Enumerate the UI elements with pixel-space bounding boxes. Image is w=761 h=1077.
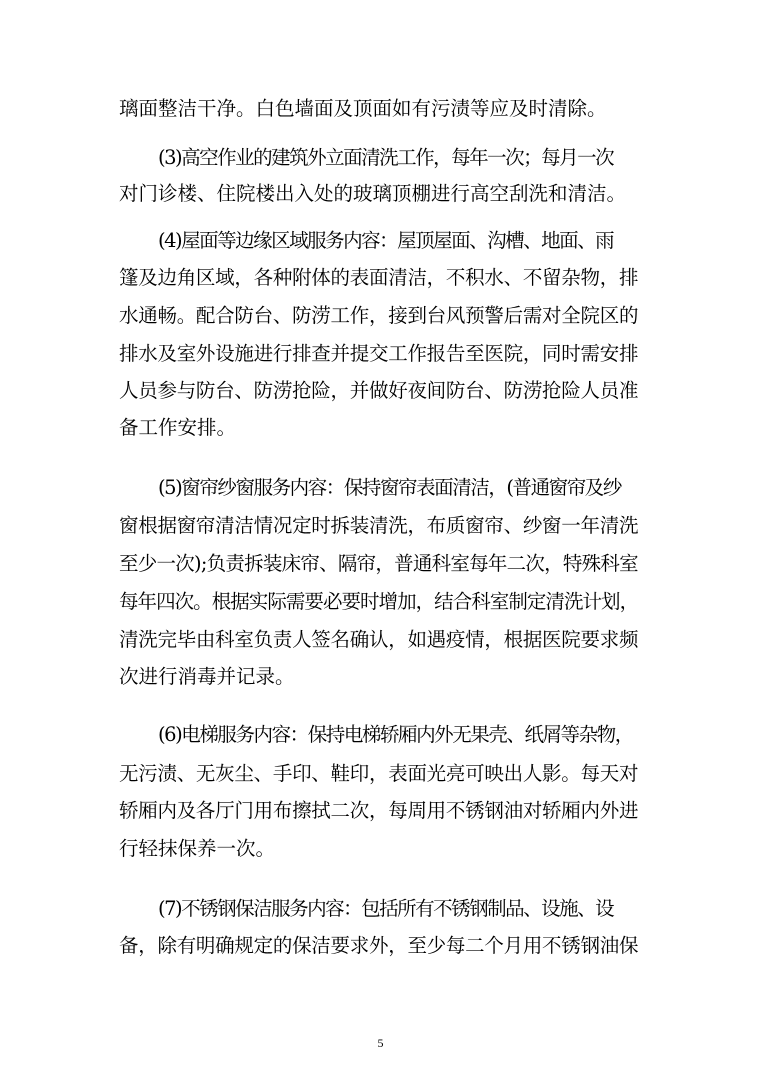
text-line: 每年四次。根据实际需要必要时增加，结合科室制定清洗计划， xyxy=(119,590,639,613)
text-line: 窗根据窗帘清洁情况定时拆装清洗，布质窗帘、纱窗一年清洗 xyxy=(119,514,639,537)
text-line: 清洗完毕由科室负责人签名确认，如遇疫情，根据医院要求频 xyxy=(119,628,639,651)
text-line: (3)高空作业的建筑外立面清洗工作，每年一次；每月一次 xyxy=(158,146,614,169)
text-line: 篷及边角区域，各种附体的表面清洁，不积水、不留杂物，排 xyxy=(119,266,639,289)
text-line: 排水及室外设施进行排查并提交工作报告至医院，同时需安排 xyxy=(119,342,639,365)
text-line: 次进行消毒并记录。 xyxy=(119,665,295,688)
text-line: 无污渍、无灰尘、手印、鞋印，表面光亮可映出人影。每天对 xyxy=(119,762,639,785)
text-line: (5)窗帘纱窗服务内容：保持窗帘表面清洁，(普通窗帘及纱 xyxy=(158,476,621,499)
text-line: 轿厢内及各厅门用布擦拭二次，每周用不锈钢油对轿厢内外进 xyxy=(119,799,639,822)
text-line: (7)不锈钢保洁服务内容：包括所有不锈钢制品、设施、设 xyxy=(158,897,614,920)
text-line: (6)电梯服务内容：保持电梯轿厢内外无果壳、纸屑等杂物， xyxy=(158,723,633,746)
text-line: 至少一次);负责拆装床帘、隔帘，普通科室每年二次，特殊科室 xyxy=(119,552,638,575)
text-line: 水通畅。配合防台、防涝工作，接到台风预警后需对全院区的 xyxy=(119,304,639,327)
text-line: 对门诊楼、住院楼出入处的玻璃顶棚进行高空刮洗和清洁。 xyxy=(119,182,627,205)
text-line: 璃面整洁干净。白色墙面及顶面如有污渍等应及时清除。 xyxy=(119,97,607,120)
text-line: (4)屋面等边缘区域服务内容：屋顶屋面、沟槽、地面、雨 xyxy=(158,229,614,252)
page-number: 5 xyxy=(377,1036,384,1050)
text-line: 行轻抹保养一次。 xyxy=(119,837,276,860)
text-line: 备，除有明确规定的保洁要求外，至少每二个月用不锈钢油保 xyxy=(119,934,639,957)
text-line: 备工作安排。 xyxy=(119,416,237,439)
text-line: 人员参与防台、防涝抢险，并做好夜间防台、防涝抢险人员准 xyxy=(119,379,639,402)
